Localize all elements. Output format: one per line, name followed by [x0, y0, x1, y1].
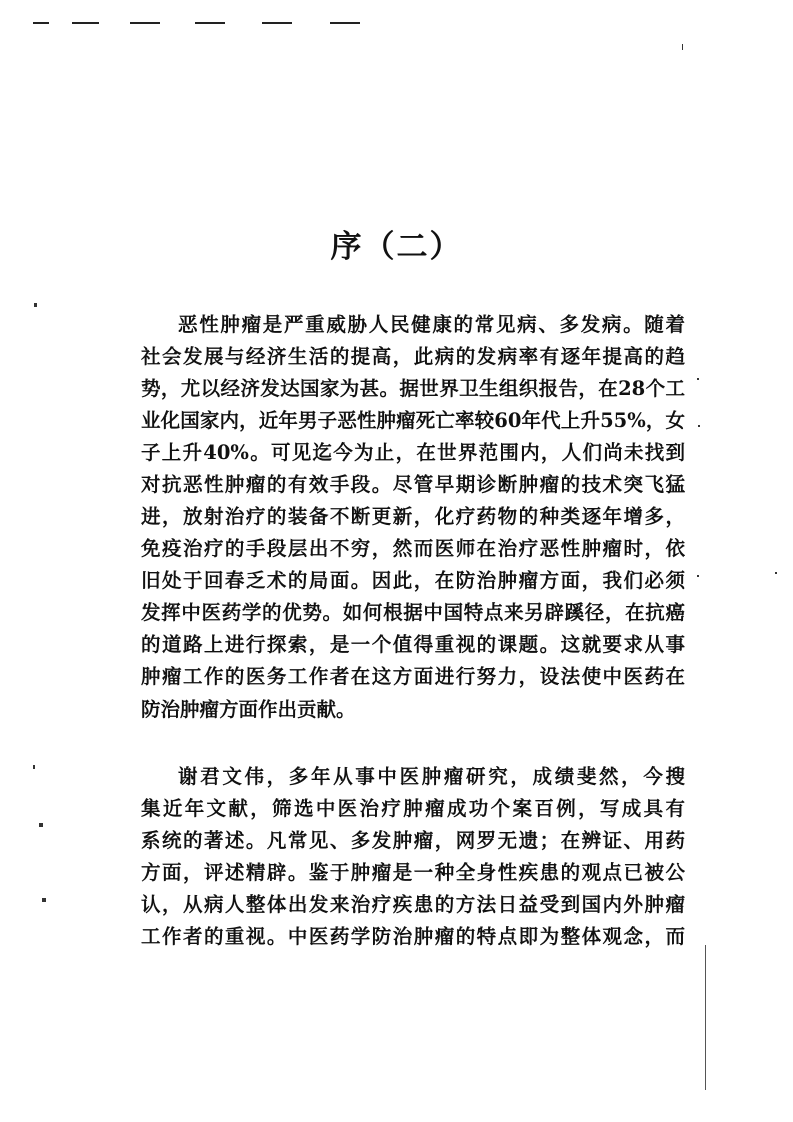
- header-dash: [330, 22, 360, 24]
- scan-speck: [42, 898, 46, 902]
- text-line: 进，放射治疗的装备不断更新，化疗药物的种类逐年增多，: [141, 505, 685, 528]
- text-line: 的道路上进行探索，是一个值得重视的课题。这就要求从事: [141, 633, 685, 656]
- text-line: 势，尤以经济发达国家为甚。据世界卫生组织报告，在28个工: [141, 377, 685, 400]
- text-line: 防治肿瘤方面作出贡献。: [141, 698, 356, 721]
- text-line: 方面，评述精辟。鉴于肿瘤是一种全身性疾患的观点已被公: [141, 861, 685, 884]
- scan-speck: [33, 765, 35, 769]
- header-dash: [130, 22, 160, 24]
- text-line: 谢君文伟，多年从事中医肿瘤研究，成绩斐然，今搜: [178, 765, 685, 788]
- scan-speck: [698, 425, 700, 427]
- text-line: 肿瘤工作的医务工作者在这方面进行努力，设法使中医药在: [141, 665, 685, 688]
- text-line: 恶性肿瘤是严重威胁人民健康的常见病、多发病。随着: [178, 313, 685, 336]
- text-line: 工作者的重视。中医药学防治肿瘤的特点即为整体观念，而: [141, 925, 685, 948]
- text-line: 集近年文献，筛选中医治疗肿瘤成功个案百例，写成具有: [141, 797, 685, 820]
- text-line: 社会发展与经济生活的提高，此病的发病率有逐年提高的趋: [141, 345, 685, 368]
- text-line: 对抗恶性肿瘤的有效手段。尽管早期诊断肿瘤的技术突飞猛: [141, 473, 685, 496]
- scan-speck: [682, 44, 683, 50]
- header-dash: [262, 22, 292, 24]
- scan-speck: [697, 378, 699, 380]
- text-line: 业化国家内，近年男子恶性肿瘤死亡率较60年代上升55%，女: [141, 409, 685, 432]
- header-dash: [33, 22, 49, 24]
- text-line: 免疫治疗的手段层出不穷，然而医师在治疗恶性肿瘤时，依: [141, 537, 685, 560]
- text-line: 系统的著述。凡常见、多发肿瘤，网罗无遗；在辨证、用药: [141, 829, 685, 852]
- text-line: 认，从病人整体出发来治疗疾患的方法日益受到国内外肿瘤: [141, 893, 685, 916]
- text-line: 旧处于回春乏术的局面。因此，在防治肿瘤方面，我们必须: [141, 569, 685, 592]
- scan-speck: [697, 575, 699, 577]
- page-title: 序（二）: [330, 228, 463, 265]
- header-dash: [72, 22, 99, 24]
- scan-margin-line: [705, 945, 706, 1090]
- text-line: 子上升40%。可见迄今为止，在世界范围内，人们尚未找到: [141, 441, 685, 464]
- scan-speck: [34, 303, 37, 307]
- scan-speck: [775, 572, 777, 574]
- scan-speck: [39, 823, 43, 827]
- header-dash: [195, 22, 225, 24]
- text-line: 发挥中医药学的优势。如何根据中国特点来另辟蹊径，在抗癌: [141, 601, 685, 624]
